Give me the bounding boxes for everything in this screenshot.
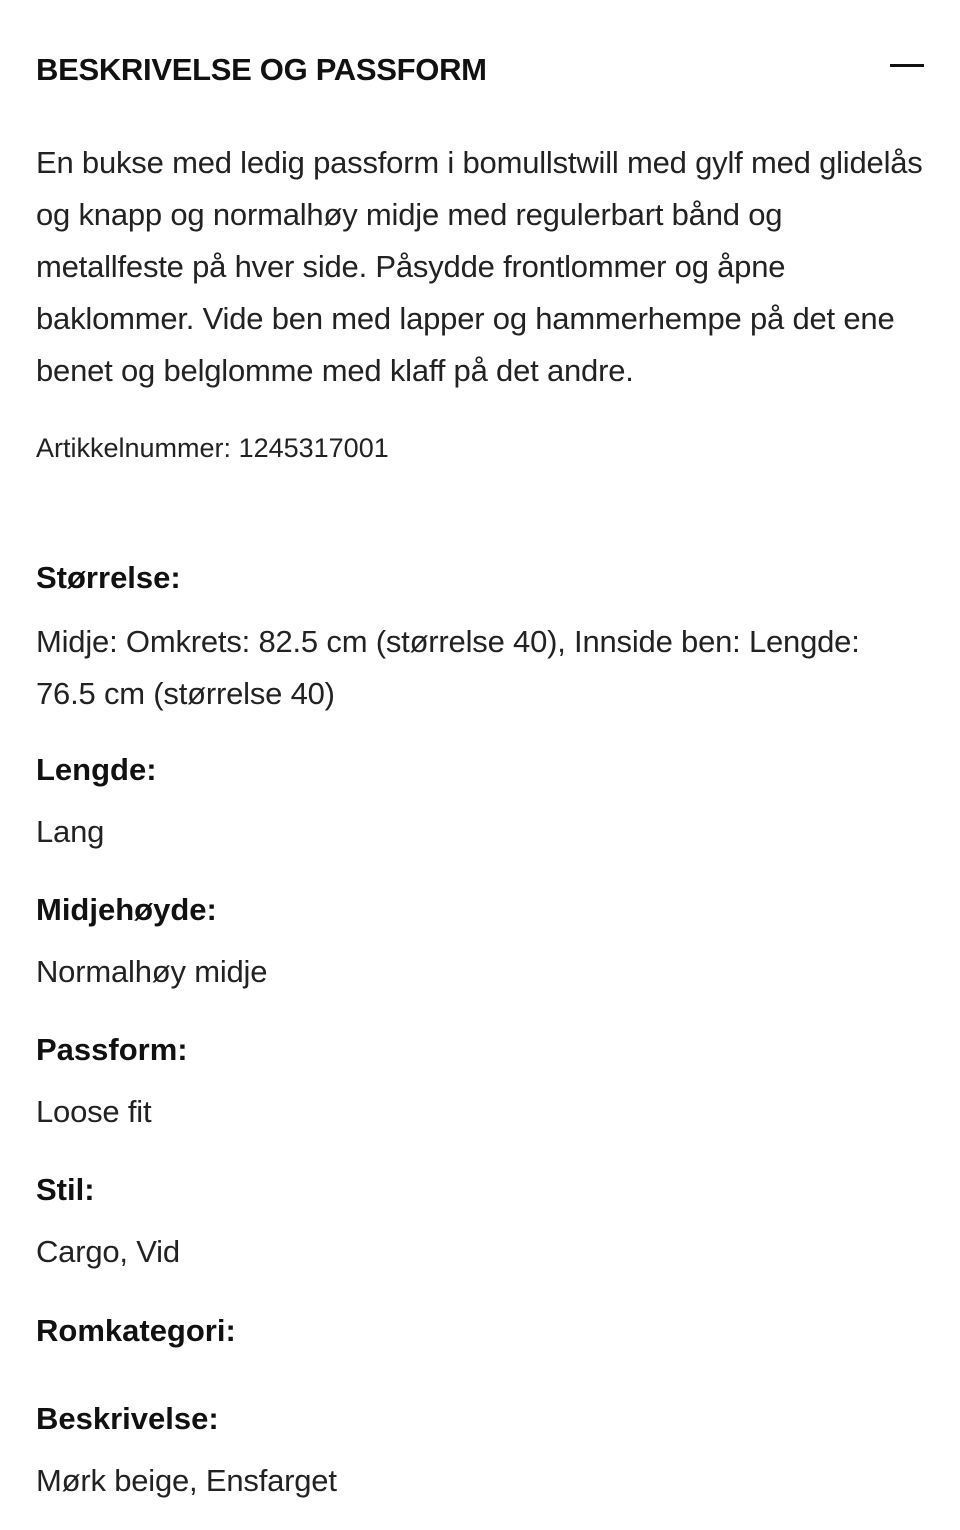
attribute-fit xyxy=(36,1028,926,1138)
attribute-label: Stil: xyxy=(36,1172,95,1207)
attribute-size xyxy=(36,556,926,720)
attribute-label: Romkategori: xyxy=(36,1313,236,1348)
article-number-value: 1245317001 xyxy=(238,433,389,463)
attribute-value: Loose fit xyxy=(36,1094,152,1129)
attribute-value: Cargo, Vid xyxy=(36,1234,180,1269)
attribute-value: Lang xyxy=(36,814,105,849)
article-number xyxy=(36,428,389,468)
attribute-label: Lengde: xyxy=(36,752,157,787)
minus-icon[interactable] xyxy=(888,51,924,79)
attribute-label: Midjehøyde: xyxy=(36,892,217,927)
accordion-header[interactable] xyxy=(36,40,924,100)
attribute-description xyxy=(36,1397,926,1507)
attribute-room-category xyxy=(36,1309,926,1353)
attribute-style xyxy=(36,1168,926,1278)
attribute-value: Normalhøy midje xyxy=(36,954,268,989)
attribute-label: Passform: xyxy=(36,1032,188,1067)
product-description: En bukse med ledig passform i bomullstwill med gylf med glidelås og knapp og normalhøy midje med regulerbart bånd og metallfeste på hver side. Påsydde frontlommer og åpne baklommer. Vide ben med lapper og hammerhempe på det ene benet og belglomme med klaff på det andre. xyxy=(36,145,923,388)
attribute-label: Størrelse: xyxy=(36,560,181,595)
attribute-length xyxy=(36,748,926,858)
attribute-waist-height xyxy=(36,888,926,998)
attribute-label: Beskrivelse: xyxy=(36,1401,219,1436)
attribute-value: Mørk beige, Ensfarget xyxy=(36,1463,337,1498)
section-title: BESKRIVELSE OG PASSFORM xyxy=(36,52,487,87)
attribute-value: Midje: Omkrets: 82.5 cm (størrelse 40), Innside ben: Lengde: 76.5 cm (størrelse 40) xyxy=(36,624,860,711)
article-number-label: Artikkelnummer: xyxy=(36,433,232,463)
